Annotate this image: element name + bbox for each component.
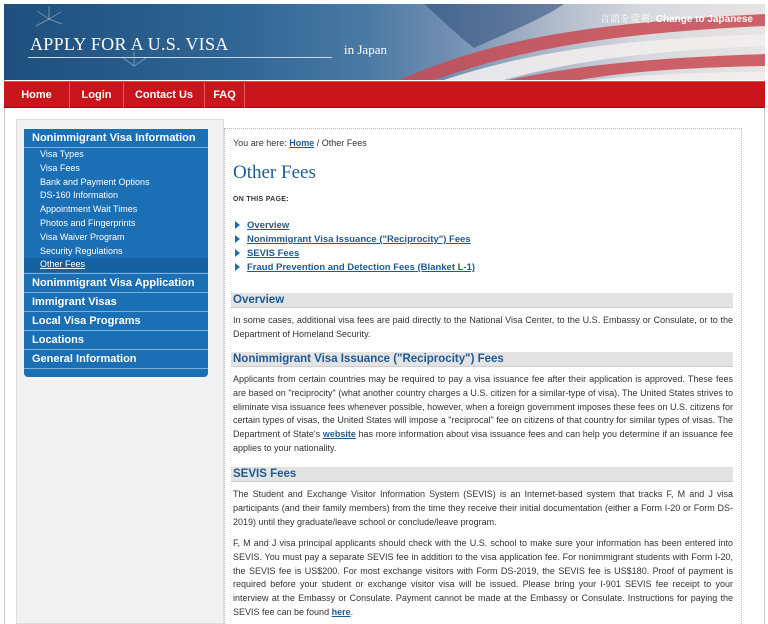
sevis-instructions-link[interactable]: here [331,606,351,617]
sidebar-item-visa-fees[interactable]: Visa Fees [24,162,208,176]
breadcrumb-home-link[interactable]: Home [289,138,315,148]
toc-item[interactable] [233,260,475,274]
sidebar-section-nonimmigrant-app[interactable]: Nonimmigrant Visa Application [24,274,208,293]
reciprocity-heading: Nonimmigrant Visa Issuance ("Reciprocity") Fees [231,352,733,367]
table-of-contents [233,218,475,274]
page-title: Other Fees [233,162,316,183]
toc-item[interactable] [233,218,475,232]
sevis-text-2: F, M and J visa principal applicants should check with the U.S. school to make sure your information has been entered into SEVIS. You must pay a separate SEVIS fee in addition to the visa application fee. For nonimmigrant students with Form I-20, the SEVIS fee is US$200. For most exchange visitors with Form DS-2019, the SEVIS fee is US$180. Proof of payment is required before your student or exchange visitor visa will be issued. Please bring your I-901 SEVIS fee receipt to your interview at the Embassy or Consulate. Payment cannot be made at the Embassy or Consulate. Instructions for paying the SEVIS fee can be found here. [233,538,733,617]
sevis-heading: SEVIS Fees [231,467,733,482]
state-department-website-link[interactable]: website [322,429,356,440]
nav-contact-us[interactable]: Contact Us [124,82,205,108]
sidebar-item-ds160[interactable]: DS-160 Information [24,189,208,203]
on-this-page-label: ON THIS PAGE: [233,196,289,203]
sidebar-subnav [24,148,208,274]
bullet-triangle-icon [235,235,240,243]
main-content [224,128,742,624]
sidebar-item-photos[interactable]: Photos and Fingerprints [24,217,208,231]
toc-link-sevis[interactable]: SEVIS Fees [247,248,300,259]
bullet-triangle-icon [235,263,240,271]
toc-link-overview[interactable]: Overview [247,220,290,231]
bullet-triangle-icon [235,249,240,257]
toc-item[interactable] [233,232,475,246]
breadcrumb [233,138,367,148]
sidebar-item-visa-types[interactable]: Visa Types [24,148,208,162]
breadcrumb-prefix: You are here: [233,138,287,148]
title-divider [28,57,332,58]
sidebar-item-bank-payment[interactable]: Bank and Payment Options [24,176,208,190]
bullet-triangle-icon [235,221,240,229]
sidebar-section-immigrant[interactable]: Immigrant Visas [24,293,208,312]
sidebar-item-wait-times[interactable]: Appointment Wait Times [24,203,208,217]
overview-heading: Overview [231,293,733,308]
sidebar-item-other-fees[interactable]: Other Fees [24,258,208,272]
nav-faq[interactable]: FAQ [205,82,245,108]
reciprocity-text: Applicants from certain countries may be required to pay a visa issuance fee after their application is approved. These fees are based on "reciprocity" (what another country charges a U.S. citizen for a similar-type of visa). The United States strives to eliminate visa issuance fees whenever possible, however, when a foreign government imposes these fees on U.S. citizens for certain types of visas, the United States will impose a "reciprocal" fee on citizens of that country for similar types of visas. The Department of State's website has more information about visa issuance fees and can help you determine if an issuance fee applies to your nationality. [233,374,733,453]
breadcrumb-current: Other Fees [321,138,367,148]
sidebar-footer [24,369,208,377]
sidebar-section-local-programs[interactable]: Local Visa Programs [24,312,208,331]
sidebar-item-visa-waiver[interactable]: Visa Waiver Program [24,231,208,245]
language-prefix: 言語を変更: [600,14,653,25]
nav-home[interactable]: Home [4,82,70,108]
breadcrumb-separator: / [314,138,322,148]
nav-login[interactable]: Login [70,82,124,108]
toc-link-fraud[interactable]: Fraud Prevention and Detection Fees (Blanket L-1) [247,262,476,273]
sevis-text-1: The Student and Exchange Visitor Information System (SEVIS) is an Internet-based system that tracks F, M and J visa participants (and their family members) from the time they receive their initial documentation (either a Form I-20 or Form DS-2019) until they graduate/leave school or conclude/leave program. [233,489,733,527]
site-subtitle: in Japan [344,42,387,57]
sidebar-section-nonimmigrant-info[interactable]: Nonimmigrant Visa Information [24,129,208,148]
sidebar-item-security[interactable]: Security Regulations [24,245,208,259]
toc-item[interactable] [233,246,475,260]
change-language-link[interactable]: Change to Japanese [655,14,753,25]
sidebar-nav [24,129,208,377]
site-title: APPLY FOR A U.S. VISA [30,34,229,54]
sidebar-section-general[interactable]: General Information [24,350,208,369]
header-banner [4,4,765,80]
sidebar-section-locations[interactable]: Locations [24,331,208,350]
top-navigation [4,81,765,108]
language-switch[interactable] [600,10,753,25]
overview-text: In some cases, additional visa fees are paid directly to the National Visa Center, to the U.S. Embassy or Consulate, or to the Department of Homeland Security. [233,315,733,339]
toc-link-reciprocity[interactable]: Nonimmigrant Visa Issuance ("Reciprocity") Fees [247,234,471,245]
